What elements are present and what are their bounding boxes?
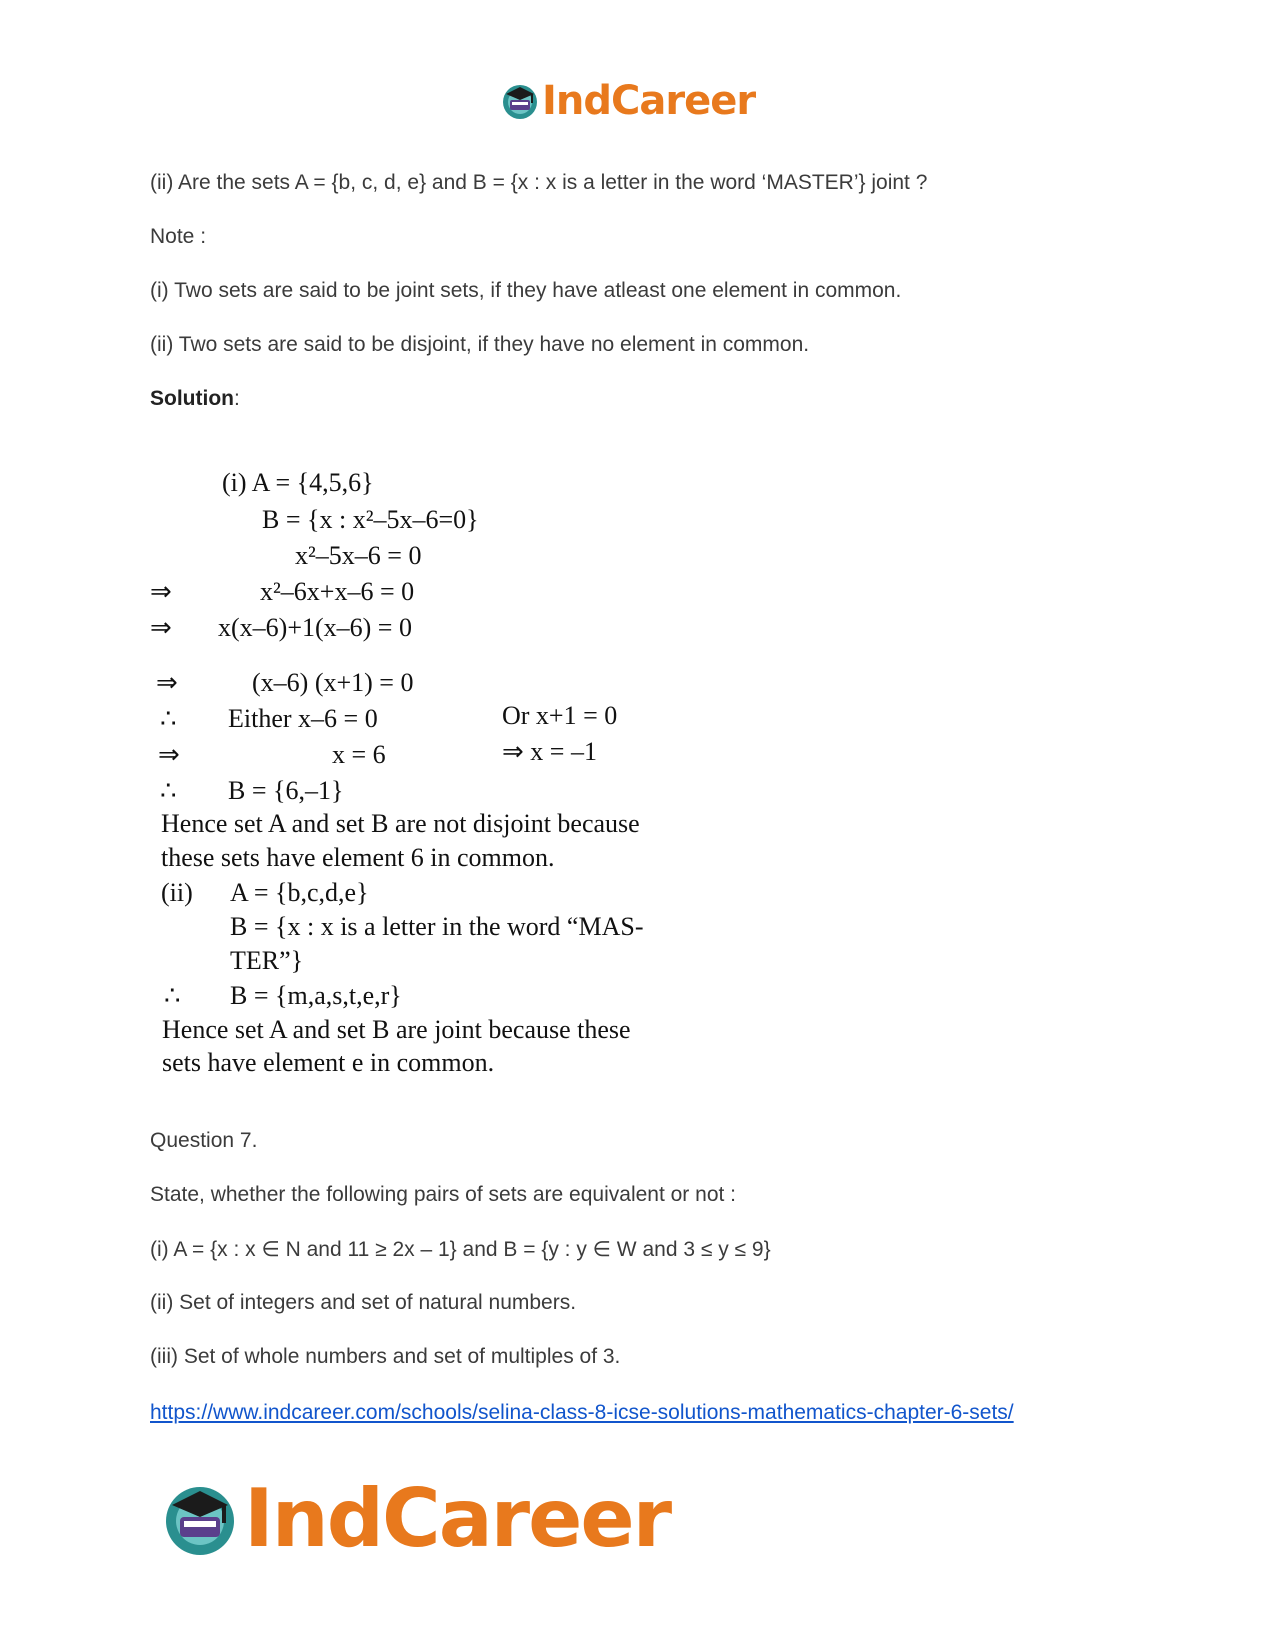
solution-line: x(x–6)+1(x–6) = 0 — [218, 613, 412, 642]
solution-line: A = {b,c,d,e} — [230, 878, 369, 907]
question-7-item-ii: (ii) Set of integers and set of natural numbers. — [150, 1291, 577, 1314]
solution-line: B = {x : x²–5x–6=0} — [262, 505, 479, 534]
therefore-symbol: ∴ — [164, 981, 181, 1010]
solution-line: (x–6) (x+1) = 0 — [252, 668, 414, 697]
note-label: Note : — [150, 225, 207, 248]
solution-line: x = 6 — [332, 740, 386, 769]
therefore-symbol: ∴ — [160, 776, 177, 805]
solution-line: B = {m,a,s,t,e,r} — [230, 981, 402, 1010]
question-7-label: Question 7. — [150, 1129, 258, 1152]
solution-line: (ii) — [161, 878, 193, 907]
solution-line: Either x–6 = 0 — [228, 704, 378, 733]
indcareer-logo-top — [500, 78, 755, 124]
solution-label: Solution — [150, 387, 234, 410]
therefore-symbol: ∴ — [160, 704, 177, 733]
note-item-i: (i) Two sets are said to be joint sets, if they have atleast one element in common. — [150, 279, 902, 302]
solution-line: B = {x : x is a letter in the word “MAS- — [230, 912, 644, 941]
question-ii-text: (ii) Are the sets A = {b, c, d, e} and B = {x : x is a letter in the word ‘MASTER’} joint ? — [150, 171, 928, 194]
implies-symbol: ⇒ — [158, 740, 180, 769]
globe-graduation-cap-icon — [500, 81, 540, 121]
solution-line: x²–6x+x–6 = 0 — [260, 577, 415, 606]
source-link[interactable]: https://www.indcareer.com/schools/selina-class-8-icse-solutions-mathematics-chapter-6-sets/ — [150, 1401, 1014, 1424]
logo-wordmark: IndCareer — [542, 78, 756, 124]
question-7-text: State, whether the following pairs of sets are equivalent or not : — [150, 1183, 737, 1206]
solution-line: TER”} — [230, 946, 304, 975]
question-7-item-i: (i) A = {x : x ∈ N and 11 ≥ 2x – 1} and B = {y : y ∈ W and 3 ≤ y ≤ 9} — [150, 1238, 771, 1261]
solution-colon: : — [233, 387, 240, 410]
solution-line: x²–5x–6 = 0 — [295, 541, 422, 570]
note-item-ii: (ii) Two sets are said to be disjoint, if they have no element in common. — [150, 333, 810, 356]
globe-graduation-cap-icon — [160, 1479, 240, 1559]
implies-symbol: ⇒ — [150, 577, 172, 606]
solution-line: Hence set A and set B are joint because these — [162, 1015, 631, 1044]
solution-line: sets have element e in common. — [162, 1048, 495, 1077]
indcareer-logo-bottom — [160, 1472, 670, 1565]
solution-line: ⇒ x = –1 — [502, 737, 597, 766]
solution-line: Or x+1 = 0 — [502, 701, 618, 730]
solution-line: Hence set A and set B are not disjoint because — [161, 809, 640, 838]
question-7-item-iii: (iii) Set of whole numbers and set of multiples of 3. — [150, 1345, 621, 1368]
solution-line: (i) A = {4,5,6} — [222, 468, 374, 497]
implies-symbol: ⇒ — [156, 668, 178, 697]
logo-wordmark: IndCareer — [244, 1472, 671, 1565]
implies-symbol: ⇒ — [150, 613, 172, 642]
solution-heading — [150, 387, 240, 411]
solution-line: B = {6,–1} — [228, 776, 344, 805]
solution-line: these sets have element 6 in common. — [161, 843, 555, 872]
